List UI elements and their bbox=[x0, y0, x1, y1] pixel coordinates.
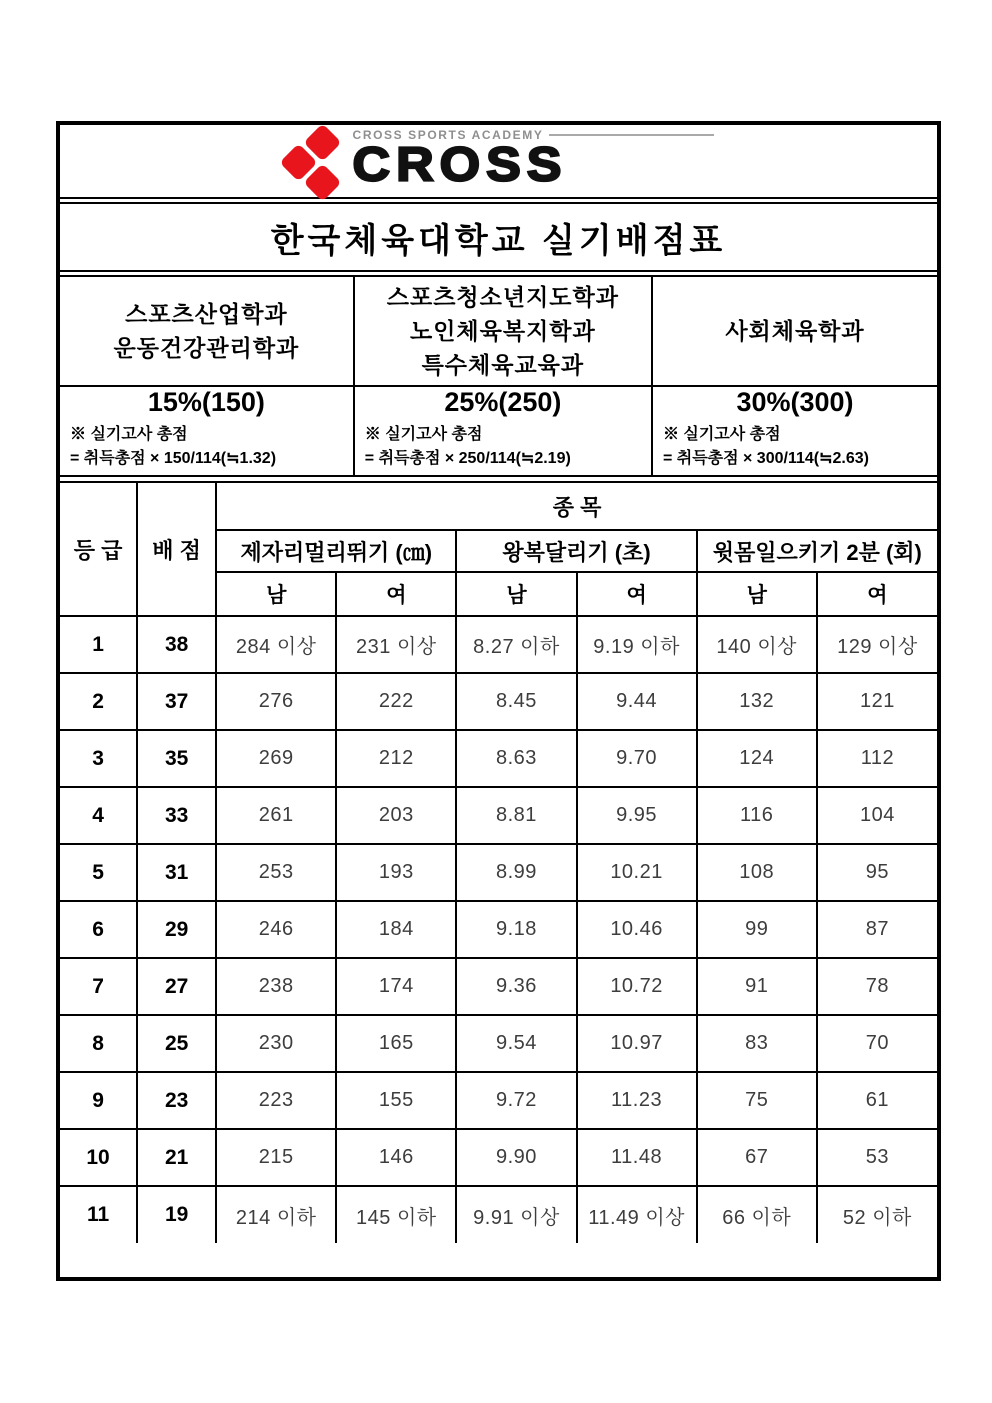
score-value-cell: 87 bbox=[817, 901, 937, 958]
events-group-header: 종 목 bbox=[216, 482, 937, 530]
grade-cell: 11 bbox=[60, 1186, 137, 1243]
score-table bbox=[60, 481, 937, 1243]
department-cell bbox=[354, 276, 652, 386]
score-value-cell: 140 이상 bbox=[697, 616, 817, 673]
grade-cell: 5 bbox=[60, 844, 137, 901]
score-value-cell: 104 bbox=[817, 787, 937, 844]
gender-header-cell: 여 bbox=[817, 572, 937, 616]
score-value-cell: 66 이하 bbox=[697, 1186, 817, 1243]
score-value-cell: 10.21 bbox=[577, 844, 697, 901]
score-value-cell: 9.72 bbox=[456, 1072, 576, 1129]
event-header-shuttle-run: 왕복달리기 (초) bbox=[456, 530, 696, 572]
grade-cell: 4 bbox=[60, 787, 137, 844]
score-value-cell: 253 bbox=[216, 844, 336, 901]
brand-tagline: CROSS SPORTS ACADEMY bbox=[352, 128, 544, 142]
score-value-cell: 184 bbox=[336, 901, 456, 958]
score-row bbox=[60, 1129, 937, 1186]
points-cell: 21 bbox=[137, 1129, 216, 1186]
score-value-cell: 246 bbox=[216, 901, 336, 958]
ratio-value: 30%(300) bbox=[736, 387, 854, 417]
grade-cell: 3 bbox=[60, 730, 137, 787]
score-value-cell: 53 bbox=[817, 1129, 937, 1186]
score-value-cell: 8.45 bbox=[456, 673, 576, 730]
score-value-cell: 8.99 bbox=[456, 844, 576, 901]
score-value-cell: 223 bbox=[216, 1072, 336, 1129]
score-value-cell: 214 이하 bbox=[216, 1186, 336, 1243]
events-header-row bbox=[60, 482, 937, 530]
department-table bbox=[60, 275, 937, 477]
ratio-note: ※ 실기고사 총점 bbox=[70, 426, 188, 443]
score-value-cell: 222 bbox=[336, 673, 456, 730]
score-value-cell: 52 이하 bbox=[817, 1186, 937, 1243]
score-value-cell: 174 bbox=[336, 958, 456, 1015]
gender-header-cell: 여 bbox=[577, 572, 697, 616]
department-ratio-row bbox=[60, 386, 937, 476]
score-row bbox=[60, 844, 937, 901]
ratio-note: ※ 실기고사 총점 bbox=[364, 426, 483, 443]
score-value-cell: 9.54 bbox=[456, 1015, 576, 1072]
score-value-cell: 155 bbox=[336, 1072, 456, 1129]
department-name: 노인체육복지학과 bbox=[409, 318, 596, 344]
score-value-cell: 121 bbox=[817, 673, 937, 730]
ratio-formula: = 취득총점 × 150/114(≒1.32) bbox=[70, 450, 277, 467]
points-cell: 27 bbox=[137, 958, 216, 1015]
ratio-value: 25%(250) bbox=[444, 387, 562, 417]
score-value-cell: 146 bbox=[336, 1129, 456, 1186]
score-value-cell: 8.27 이하 bbox=[456, 616, 576, 673]
score-value-cell: 99 bbox=[697, 901, 817, 958]
grade-cell: 10 bbox=[60, 1129, 137, 1186]
score-row bbox=[60, 901, 937, 958]
cross-diamonds-icon bbox=[283, 128, 347, 196]
grade-cell: 7 bbox=[60, 958, 137, 1015]
score-value-cell: 276 bbox=[216, 673, 336, 730]
points-cell: 35 bbox=[137, 730, 216, 787]
score-value-cell: 116 bbox=[697, 787, 817, 844]
score-value-cell: 261 bbox=[216, 787, 336, 844]
score-row bbox=[60, 673, 937, 730]
logo-band bbox=[60, 125, 937, 199]
points-column-header: 배 점 bbox=[137, 482, 216, 616]
score-value-cell: 83 bbox=[697, 1015, 817, 1072]
score-value-cell: 61 bbox=[817, 1072, 937, 1129]
ratio-cell bbox=[354, 386, 652, 476]
score-value-cell: 238 bbox=[216, 958, 336, 1015]
score-value-cell: 78 bbox=[817, 958, 937, 1015]
department-names-row bbox=[60, 276, 937, 386]
score-value-cell: 9.90 bbox=[456, 1129, 576, 1186]
score-value-cell: 269 bbox=[216, 730, 336, 787]
grade-cell: 1 bbox=[60, 616, 137, 673]
score-value-cell: 165 bbox=[336, 1015, 456, 1072]
score-row bbox=[60, 1015, 937, 1072]
score-value-cell: 91 bbox=[697, 958, 817, 1015]
score-value-cell: 8.81 bbox=[456, 787, 576, 844]
department-cell bbox=[60, 276, 354, 386]
gender-header-cell: 여 bbox=[336, 572, 456, 616]
score-value-cell: 230 bbox=[216, 1015, 336, 1072]
grade-cell: 2 bbox=[60, 673, 137, 730]
score-value-cell: 9.95 bbox=[577, 787, 697, 844]
event-header-situps: 윗몸일으키기 2분 (회) bbox=[697, 530, 937, 572]
score-value-cell: 75 bbox=[697, 1072, 817, 1129]
logo-text bbox=[353, 126, 715, 192]
department-name: 사회체육학과 bbox=[725, 318, 865, 344]
points-cell: 37 bbox=[137, 673, 216, 730]
points-cell: 29 bbox=[137, 901, 216, 958]
page-title: 한국체육대학교 실기배점표 bbox=[270, 221, 727, 260]
score-value-cell: 129 이상 bbox=[817, 616, 937, 673]
gender-header-cell: 남 bbox=[456, 572, 576, 616]
score-value-cell: 203 bbox=[336, 787, 456, 844]
department-name: 특수체육교육과 bbox=[421, 352, 585, 378]
score-table-body bbox=[60, 616, 937, 1243]
event-header-long-jump: 제자리멀리뛰기 (㎝) bbox=[216, 530, 456, 572]
score-value-cell: 231 이상 bbox=[336, 616, 456, 673]
points-cell: 33 bbox=[137, 787, 216, 844]
cross-logo bbox=[283, 126, 715, 196]
score-row bbox=[60, 787, 937, 844]
score-value-cell: 112 bbox=[817, 730, 937, 787]
score-row bbox=[60, 1072, 937, 1129]
score-value-cell: 10.46 bbox=[577, 901, 697, 958]
department-name: 스포츠청소년지도학과 bbox=[386, 284, 619, 310]
points-cell: 25 bbox=[137, 1015, 216, 1072]
department-cell bbox=[652, 276, 937, 386]
points-cell: 19 bbox=[137, 1186, 216, 1243]
score-value-cell: 9.18 bbox=[456, 901, 576, 958]
score-value-cell: 9.44 bbox=[577, 673, 697, 730]
score-value-cell: 9.91 이상 bbox=[456, 1186, 576, 1243]
score-value-cell: 11.23 bbox=[577, 1072, 697, 1129]
score-value-cell: 10.97 bbox=[577, 1015, 697, 1072]
score-value-cell: 284 이상 bbox=[216, 616, 336, 673]
score-value-cell: 11.49 이상 bbox=[577, 1186, 697, 1243]
points-cell: 31 bbox=[137, 844, 216, 901]
grade-cell: 6 bbox=[60, 901, 137, 958]
score-value-cell: 70 bbox=[817, 1015, 937, 1072]
document-frame bbox=[56, 121, 941, 1281]
ratio-note: ※ 실기고사 총점 bbox=[662, 426, 781, 443]
gender-header-cell: 남 bbox=[216, 572, 336, 616]
score-value-cell: 9.19 이하 bbox=[577, 616, 697, 673]
points-cell: 38 bbox=[137, 616, 216, 673]
score-value-cell: 8.63 bbox=[456, 730, 576, 787]
score-value-cell: 10.72 bbox=[577, 958, 697, 1015]
department-name: 운동건강관리학과 bbox=[113, 335, 300, 361]
ratio-cell bbox=[60, 386, 354, 476]
score-row bbox=[60, 730, 937, 787]
title-band bbox=[60, 202, 937, 272]
grade-column-header: 등 급 bbox=[60, 482, 137, 616]
score-value-cell: 132 bbox=[697, 673, 817, 730]
ratio-formula: = 취득총점 × 250/114(≒2.19) bbox=[364, 450, 571, 467]
score-value-cell: 108 bbox=[697, 844, 817, 901]
gender-header-cell: 남 bbox=[697, 572, 817, 616]
ratio-value: 15%(150) bbox=[147, 387, 265, 417]
score-value-cell: 9.70 bbox=[577, 730, 697, 787]
score-value-cell: 124 bbox=[697, 730, 817, 787]
score-row bbox=[60, 958, 937, 1015]
score-value-cell: 193 bbox=[336, 844, 456, 901]
score-value-cell: 215 bbox=[216, 1129, 336, 1186]
score-row bbox=[60, 1186, 937, 1243]
score-value-cell: 212 bbox=[336, 730, 456, 787]
score-value-cell: 9.36 bbox=[456, 958, 576, 1015]
score-value-cell: 95 bbox=[817, 844, 937, 901]
brand-rule bbox=[549, 134, 714, 136]
ratio-cell bbox=[652, 386, 937, 476]
score-row bbox=[60, 616, 937, 673]
grade-cell: 8 bbox=[60, 1015, 137, 1072]
department-name: 스포츠산업학과 bbox=[125, 301, 288, 327]
points-cell: 23 bbox=[137, 1072, 216, 1129]
ratio-formula: = 취득총점 × 300/114(≒2.63) bbox=[662, 450, 869, 467]
score-value-cell: 67 bbox=[697, 1129, 817, 1186]
grade-cell: 9 bbox=[60, 1072, 137, 1129]
brand-wordmark: CROSS bbox=[352, 138, 568, 192]
score-value-cell: 145 이하 bbox=[336, 1186, 456, 1243]
score-value-cell: 11.48 bbox=[577, 1129, 697, 1186]
